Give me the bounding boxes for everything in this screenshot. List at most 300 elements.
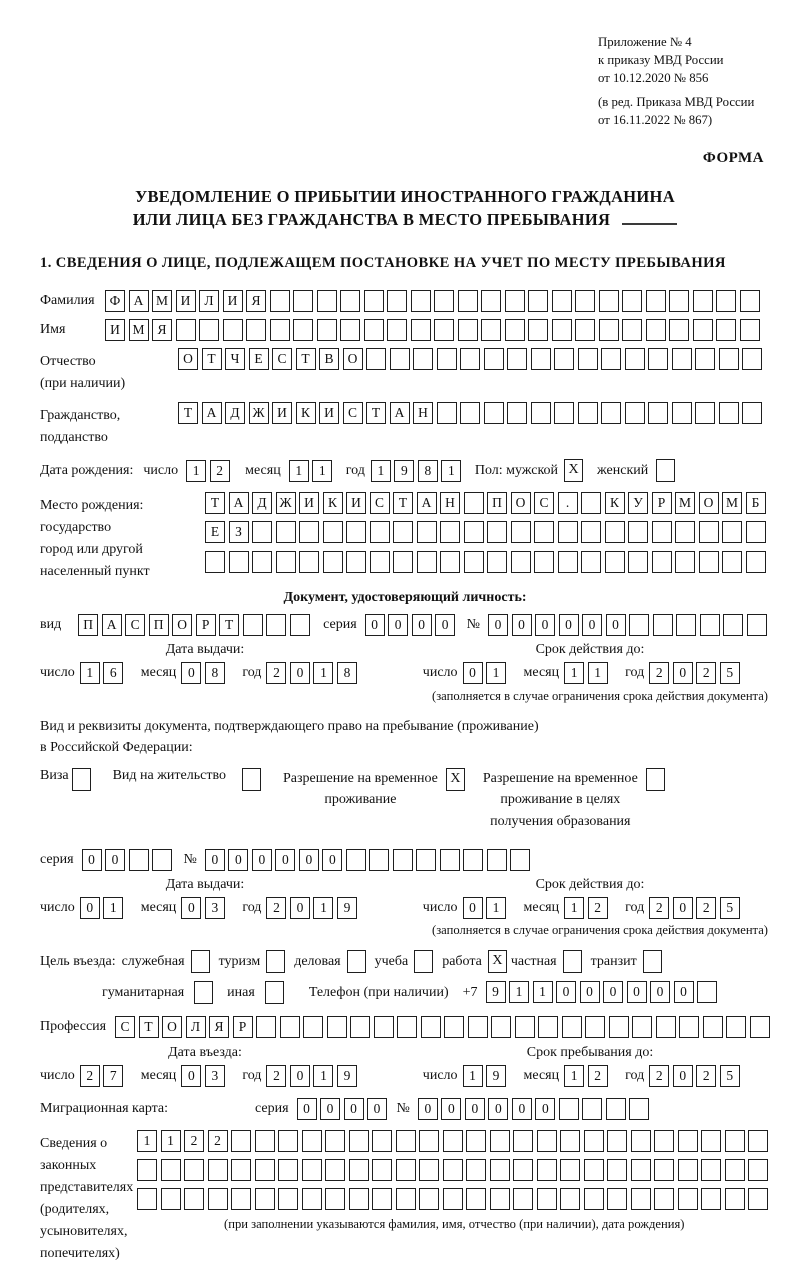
char-box[interactable] <box>628 521 648 543</box>
char-box[interactable]: 0 <box>441 1098 461 1120</box>
char-box[interactable] <box>669 319 689 341</box>
char-box[interactable] <box>490 1130 510 1152</box>
char-box[interactable] <box>725 1130 745 1152</box>
char-box[interactable] <box>199 319 219 341</box>
char-box[interactable] <box>387 290 407 312</box>
char-box[interactable] <box>323 551 343 573</box>
char-box[interactable]: 0 <box>535 1098 555 1120</box>
char-box[interactable] <box>417 521 437 543</box>
char-box[interactable] <box>678 1188 698 1210</box>
char-box[interactable] <box>458 290 478 312</box>
char-box[interactable]: Т <box>366 402 386 424</box>
char-box[interactable]: З <box>229 521 249 543</box>
char-box[interactable] <box>437 348 457 370</box>
char-box[interactable]: И <box>105 319 125 341</box>
char-box[interactable]: 0 <box>299 849 319 871</box>
char-box[interactable] <box>484 348 504 370</box>
char-box[interactable] <box>607 1130 627 1152</box>
char-box[interactable] <box>719 348 739 370</box>
char-box[interactable] <box>161 1188 181 1210</box>
char-box[interactable] <box>554 402 574 424</box>
char-box[interactable] <box>466 1130 486 1152</box>
char-box[interactable]: 0 <box>435 614 455 636</box>
char-box[interactable] <box>584 1188 604 1210</box>
char-box[interactable]: Б <box>746 492 766 514</box>
char-box[interactable] <box>537 1130 557 1152</box>
char-box[interactable]: 0 <box>290 1065 310 1087</box>
char-box[interactable]: Я <box>152 319 172 341</box>
char-box[interactable]: 0 <box>205 849 225 871</box>
char-box[interactable]: 1 <box>186 460 206 482</box>
char-box[interactable]: 1 <box>588 662 608 684</box>
char-box[interactable]: 0 <box>181 662 201 684</box>
char-box[interactable] <box>672 348 692 370</box>
char-box[interactable]: 1 <box>313 1065 333 1087</box>
char-box[interactable] <box>746 551 766 573</box>
char-box[interactable]: 0 <box>418 1098 438 1120</box>
char-box[interactable]: 1 <box>137 1130 157 1152</box>
char-box[interactable] <box>606 1098 626 1120</box>
char-box[interactable]: 2 <box>649 897 669 919</box>
char-box[interactable] <box>372 1159 392 1181</box>
char-box[interactable]: Д <box>225 402 245 424</box>
purpose-transit-checkbox[interactable] <box>643 950 662 973</box>
char-box[interactable]: И <box>299 492 319 514</box>
char-box[interactable] <box>370 521 390 543</box>
char-box[interactable]: 5 <box>720 662 740 684</box>
char-box[interactable]: П <box>487 492 507 514</box>
char-box[interactable] <box>396 1159 416 1181</box>
char-box[interactable] <box>656 1016 676 1038</box>
char-box[interactable] <box>393 521 413 543</box>
char-box[interactable] <box>507 348 527 370</box>
char-box[interactable] <box>299 521 319 543</box>
char-box[interactable] <box>748 1188 768 1210</box>
char-box[interactable] <box>266 614 286 636</box>
char-box[interactable]: 2 <box>184 1130 204 1152</box>
char-box[interactable]: Т <box>393 492 413 514</box>
char-box[interactable] <box>672 402 692 424</box>
char-box[interactable] <box>693 290 713 312</box>
char-box[interactable] <box>443 1188 463 1210</box>
char-box[interactable] <box>648 402 668 424</box>
char-box[interactable]: 1 <box>533 981 553 1003</box>
char-box[interactable]: П <box>149 614 169 636</box>
char-box[interactable]: 2 <box>649 662 669 684</box>
char-box[interactable] <box>323 521 343 543</box>
char-box[interactable] <box>511 521 531 543</box>
char-box[interactable] <box>350 1016 370 1038</box>
char-box[interactable]: 2 <box>588 897 608 919</box>
char-box[interactable] <box>184 1159 204 1181</box>
char-box[interactable] <box>605 551 625 573</box>
char-box[interactable] <box>278 1130 298 1152</box>
char-box[interactable] <box>625 348 645 370</box>
char-box[interactable]: 1 <box>313 897 333 919</box>
char-box[interactable]: 0 <box>367 1098 387 1120</box>
char-box[interactable]: 0 <box>559 614 579 636</box>
char-box[interactable]: 9 <box>337 897 357 919</box>
char-box[interactable]: 1 <box>313 662 333 684</box>
char-box[interactable] <box>599 290 619 312</box>
char-box[interactable] <box>631 1188 651 1210</box>
char-box[interactable] <box>487 521 507 543</box>
char-box[interactable] <box>491 1016 511 1038</box>
char-box[interactable] <box>722 551 742 573</box>
char-box[interactable] <box>387 319 407 341</box>
char-box[interactable] <box>560 1188 580 1210</box>
char-box[interactable] <box>742 348 762 370</box>
char-box[interactable]: 0 <box>463 897 483 919</box>
char-box[interactable]: 2 <box>588 1065 608 1087</box>
char-box[interactable] <box>669 290 689 312</box>
char-box[interactable] <box>366 348 386 370</box>
char-box[interactable] <box>740 319 760 341</box>
char-box[interactable]: Т <box>139 1016 159 1038</box>
char-box[interactable] <box>703 1016 723 1038</box>
char-box[interactable] <box>531 402 551 424</box>
char-box[interactable] <box>460 402 480 424</box>
char-box[interactable] <box>558 551 578 573</box>
char-box[interactable] <box>270 290 290 312</box>
char-box[interactable] <box>466 1159 486 1181</box>
purpose-study-checkbox[interactable] <box>414 950 433 973</box>
char-box[interactable] <box>364 290 384 312</box>
char-box[interactable] <box>607 1188 627 1210</box>
char-box[interactable]: О <box>172 614 192 636</box>
char-box[interactable]: М <box>129 319 149 341</box>
char-box[interactable] <box>290 614 310 636</box>
char-box[interactable]: 0 <box>297 1098 317 1120</box>
char-box[interactable] <box>531 348 551 370</box>
char-box[interactable] <box>582 1098 602 1120</box>
char-box[interactable]: 0 <box>465 1098 485 1120</box>
char-box[interactable]: 1 <box>509 981 529 1003</box>
char-box[interactable]: Н <box>440 492 460 514</box>
char-box[interactable] <box>443 1130 463 1152</box>
char-box[interactable] <box>327 1016 347 1038</box>
char-box[interactable]: 2 <box>80 1065 100 1087</box>
char-box[interactable] <box>293 290 313 312</box>
char-box[interactable] <box>515 1016 535 1038</box>
char-box[interactable] <box>278 1159 298 1181</box>
char-box[interactable]: Ф <box>105 290 125 312</box>
char-box[interactable]: И <box>319 402 339 424</box>
char-box[interactable] <box>460 348 480 370</box>
char-box[interactable]: Л <box>199 290 219 312</box>
char-box[interactable] <box>464 551 484 573</box>
char-box[interactable] <box>229 551 249 573</box>
char-box[interactable]: Т <box>202 348 222 370</box>
char-box[interactable]: Т <box>296 348 316 370</box>
char-box[interactable] <box>747 614 767 636</box>
char-box[interactable] <box>255 1188 275 1210</box>
char-box[interactable]: Т <box>205 492 225 514</box>
char-box[interactable] <box>693 319 713 341</box>
char-box[interactable] <box>440 551 460 573</box>
char-box[interactable]: К <box>296 402 316 424</box>
char-box[interactable]: 0 <box>82 849 102 871</box>
char-box[interactable] <box>396 1188 416 1210</box>
char-box[interactable] <box>393 551 413 573</box>
char-box[interactable] <box>390 348 410 370</box>
char-box[interactable] <box>208 1159 228 1181</box>
char-box[interactable] <box>346 521 366 543</box>
char-box[interactable] <box>581 551 601 573</box>
char-box[interactable]: А <box>229 492 249 514</box>
char-box[interactable]: 3 <box>205 897 225 919</box>
char-box[interactable] <box>346 849 366 871</box>
char-box[interactable] <box>481 319 501 341</box>
char-box[interactable]: 2 <box>649 1065 669 1087</box>
purpose-official-checkbox[interactable] <box>191 950 210 973</box>
char-box[interactable]: И <box>272 402 292 424</box>
char-box[interactable]: 0 <box>322 849 342 871</box>
char-box[interactable]: 5 <box>720 897 740 919</box>
char-box[interactable]: Т <box>178 402 198 424</box>
temp-residence-checkbox[interactable]: X <box>446 768 465 791</box>
char-box[interactable] <box>537 1159 557 1181</box>
char-box[interactable]: 2 <box>210 460 230 482</box>
char-box[interactable] <box>699 521 719 543</box>
char-box[interactable] <box>552 290 572 312</box>
char-box[interactable] <box>654 1130 674 1152</box>
char-box[interactable] <box>609 1016 629 1038</box>
char-box[interactable]: 0 <box>673 897 693 919</box>
char-box[interactable] <box>652 521 672 543</box>
char-box[interactable] <box>528 319 548 341</box>
char-box[interactable] <box>349 1159 369 1181</box>
char-box[interactable] <box>628 551 648 573</box>
char-box[interactable] <box>559 1098 579 1120</box>
char-box[interactable]: 0 <box>275 849 295 871</box>
char-box[interactable] <box>396 1130 416 1152</box>
char-box[interactable]: 1 <box>564 1065 584 1087</box>
char-box[interactable] <box>317 290 337 312</box>
char-box[interactable] <box>581 492 601 514</box>
char-box[interactable] <box>505 290 525 312</box>
char-box[interactable]: 7 <box>103 1065 123 1087</box>
char-box[interactable] <box>652 551 672 573</box>
char-box[interactable]: С <box>272 348 292 370</box>
char-box[interactable] <box>413 348 433 370</box>
char-box[interactable]: И <box>223 290 243 312</box>
char-box[interactable]: 1 <box>564 897 584 919</box>
char-box[interactable] <box>625 402 645 424</box>
char-box[interactable] <box>585 1016 605 1038</box>
char-box[interactable] <box>374 1016 394 1038</box>
char-box[interactable] <box>695 402 715 424</box>
char-box[interactable]: Ж <box>276 492 296 514</box>
char-box[interactable] <box>675 521 695 543</box>
char-box[interactable]: Д <box>252 492 272 514</box>
purpose-other-checkbox[interactable] <box>265 981 284 1004</box>
char-box[interactable] <box>440 849 460 871</box>
char-box[interactable]: К <box>605 492 625 514</box>
char-box[interactable] <box>370 551 390 573</box>
char-box[interactable] <box>484 402 504 424</box>
char-box[interactable] <box>646 319 666 341</box>
char-box[interactable]: О <box>699 492 719 514</box>
char-box[interactable]: 8 <box>418 460 438 482</box>
char-box[interactable] <box>511 551 531 573</box>
purpose-private-checkbox[interactable] <box>563 950 582 973</box>
char-box[interactable] <box>440 521 460 543</box>
char-box[interactable] <box>601 402 621 424</box>
char-box[interactable] <box>558 521 578 543</box>
char-box[interactable] <box>364 319 384 341</box>
char-box[interactable] <box>562 1016 582 1038</box>
char-box[interactable] <box>538 1016 558 1038</box>
char-box[interactable]: 0 <box>488 614 508 636</box>
char-box[interactable] <box>507 402 527 424</box>
char-box[interactable] <box>699 551 719 573</box>
char-box[interactable] <box>464 492 484 514</box>
char-box[interactable]: О <box>162 1016 182 1038</box>
char-box[interactable] <box>302 1188 322 1210</box>
char-box[interactable]: 6 <box>103 662 123 684</box>
char-box[interactable] <box>280 1016 300 1038</box>
char-box[interactable]: 0 <box>344 1098 364 1120</box>
char-box[interactable]: 0 <box>320 1098 340 1120</box>
char-box[interactable] <box>632 1016 652 1038</box>
char-box[interactable] <box>629 614 649 636</box>
char-box[interactable]: 2 <box>266 1065 286 1087</box>
char-box[interactable]: 0 <box>290 662 310 684</box>
char-box[interactable]: 0 <box>290 897 310 919</box>
char-box[interactable] <box>622 319 642 341</box>
char-box[interactable]: В <box>319 348 339 370</box>
char-box[interactable] <box>581 521 601 543</box>
char-box[interactable]: 1 <box>80 662 100 684</box>
char-box[interactable] <box>276 521 296 543</box>
char-box[interactable]: 1 <box>103 897 123 919</box>
char-box[interactable]: 1 <box>312 460 332 482</box>
char-box[interactable] <box>176 319 196 341</box>
char-box[interactable]: С <box>370 492 390 514</box>
char-box[interactable] <box>719 402 739 424</box>
char-box[interactable] <box>129 849 149 871</box>
char-box[interactable]: Ч <box>225 348 245 370</box>
char-box[interactable] <box>468 1016 488 1038</box>
char-box[interactable] <box>584 1130 604 1152</box>
char-box[interactable] <box>554 348 574 370</box>
char-box[interactable] <box>490 1159 510 1181</box>
char-box[interactable] <box>560 1130 580 1152</box>
char-box[interactable] <box>152 849 172 871</box>
char-box[interactable]: Т <box>219 614 239 636</box>
char-box[interactable] <box>750 1016 770 1038</box>
char-box[interactable]: 0 <box>181 1065 201 1087</box>
char-box[interactable] <box>723 614 743 636</box>
purpose-work-checkbox[interactable]: X <box>488 950 507 973</box>
char-box[interactable] <box>137 1159 157 1181</box>
char-box[interactable] <box>716 319 736 341</box>
char-box[interactable] <box>325 1130 345 1152</box>
char-box[interactable]: 0 <box>556 981 576 1003</box>
char-box[interactable] <box>537 1188 557 1210</box>
char-box[interactable] <box>560 1159 580 1181</box>
temp-residence-education-checkbox[interactable] <box>646 768 665 791</box>
char-box[interactable] <box>372 1188 392 1210</box>
char-box[interactable] <box>481 290 501 312</box>
char-box[interactable] <box>340 319 360 341</box>
char-box[interactable]: А <box>102 614 122 636</box>
char-box[interactable] <box>208 1188 228 1210</box>
char-box[interactable] <box>584 1159 604 1181</box>
char-box[interactable] <box>528 290 548 312</box>
char-box[interactable]: 0 <box>674 981 694 1003</box>
char-box[interactable]: И <box>346 492 366 514</box>
char-box[interactable]: 0 <box>80 897 100 919</box>
purpose-business-checkbox[interactable] <box>347 950 366 973</box>
char-box[interactable]: 0 <box>606 614 626 636</box>
char-box[interactable] <box>701 1130 721 1152</box>
char-box[interactable]: 0 <box>603 981 623 1003</box>
char-box[interactable]: Е <box>205 521 225 543</box>
char-box[interactable] <box>299 551 319 573</box>
char-box[interactable]: С <box>343 402 363 424</box>
char-box[interactable] <box>722 521 742 543</box>
char-box[interactable]: С <box>125 614 145 636</box>
char-box[interactable]: 1 <box>289 460 309 482</box>
char-box[interactable] <box>653 614 673 636</box>
char-box[interactable]: И <box>176 290 196 312</box>
char-box[interactable]: 1 <box>441 460 461 482</box>
char-box[interactable] <box>629 1098 649 1120</box>
char-box[interactable]: Е <box>249 348 269 370</box>
char-box[interactable] <box>317 319 337 341</box>
char-box[interactable]: А <box>202 402 222 424</box>
residence-permit-checkbox[interactable] <box>242 768 261 791</box>
char-box[interactable] <box>393 849 413 871</box>
char-box[interactable]: О <box>511 492 531 514</box>
char-box[interactable] <box>419 1159 439 1181</box>
char-box[interactable]: С <box>115 1016 135 1038</box>
char-box[interactable] <box>726 1016 746 1038</box>
char-box[interactable] <box>534 521 554 543</box>
char-box[interactable] <box>487 551 507 573</box>
char-box[interactable]: 0 <box>252 849 272 871</box>
char-box[interactable] <box>340 290 360 312</box>
char-box[interactable] <box>742 402 762 424</box>
char-box[interactable] <box>487 849 507 871</box>
char-box[interactable] <box>599 319 619 341</box>
char-box[interactable]: 1 <box>564 662 584 684</box>
char-box[interactable] <box>325 1159 345 1181</box>
char-box[interactable] <box>534 551 554 573</box>
char-box[interactable] <box>654 1159 674 1181</box>
char-box[interactable] <box>578 348 598 370</box>
char-box[interactable] <box>510 849 530 871</box>
char-box[interactable] <box>695 348 715 370</box>
char-box[interactable] <box>605 521 625 543</box>
char-box[interactable] <box>419 1188 439 1210</box>
char-box[interactable]: Р <box>233 1016 253 1038</box>
char-box[interactable]: 1 <box>371 460 391 482</box>
char-box[interactable] <box>575 319 595 341</box>
char-box[interactable] <box>578 402 598 424</box>
char-box[interactable]: А <box>417 492 437 514</box>
char-box[interactable]: Ж <box>249 402 269 424</box>
char-box[interactable]: 2 <box>696 897 716 919</box>
char-box[interactable] <box>246 319 266 341</box>
char-box[interactable] <box>679 1016 699 1038</box>
char-box[interactable] <box>631 1130 651 1152</box>
char-box[interactable] <box>678 1159 698 1181</box>
char-box[interactable] <box>700 614 720 636</box>
char-box[interactable] <box>716 290 736 312</box>
